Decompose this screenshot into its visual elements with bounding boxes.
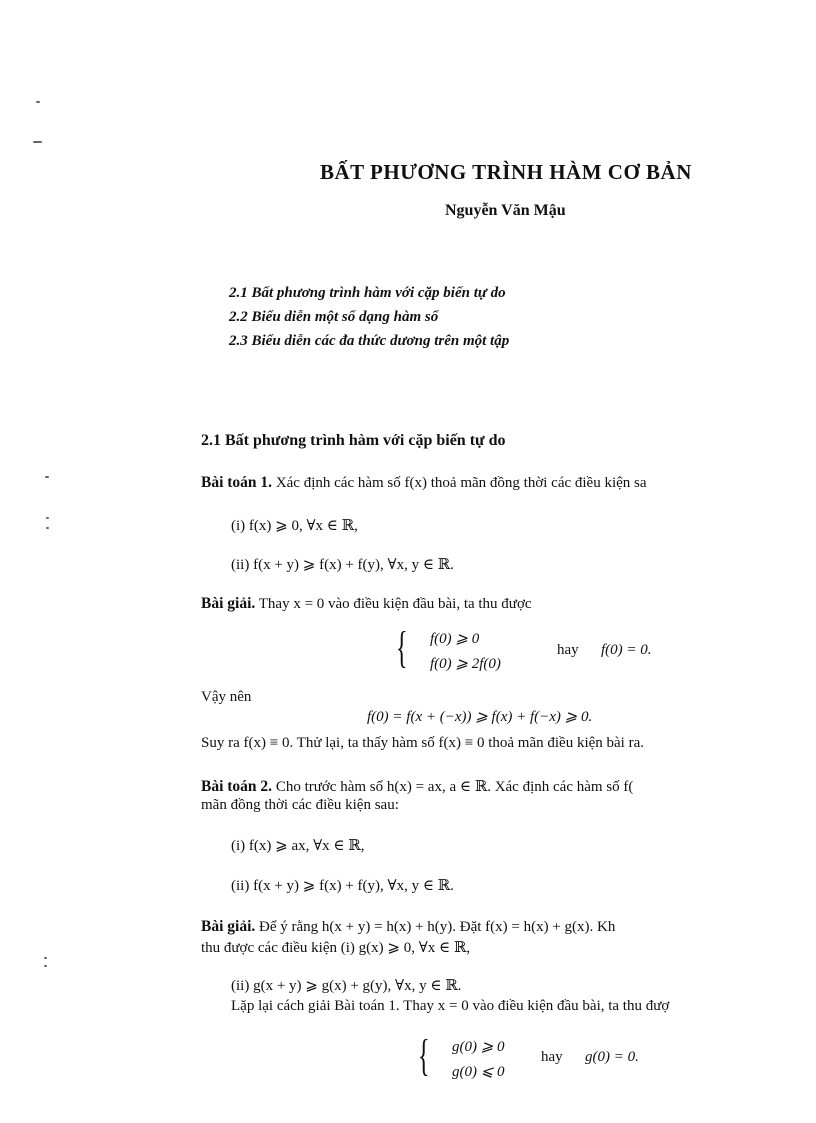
solution-1-label: Bài giải. [201,595,256,612]
scan-speck [44,957,47,959]
toc-item-2: 2.2 Biểu diễn một số dạng hàm số [229,309,439,325]
problem-2-text-line-2: mãn đồng thời các điều kiện sau: [201,797,399,813]
problem-2-label: Bài toán 2. [201,778,273,795]
system-2-hay: hay [541,1049,563,1065]
solution-1-intro [201,595,532,613]
scan-speck [46,527,49,529]
problem-1-label: Bài toán 1. [201,474,273,491]
author-name: Nguyễn Văn Mậu [445,202,566,219]
scan-speck [45,476,49,478]
problem-2-text: Cho trước hàm số h(x) = ax, a ∈ ℝ. Xác định các hàm số f( [272,779,634,795]
problem-2-statement [201,777,633,796]
system-brace-2: { [418,1031,430,1080]
solution-2-condition-2: (ii) g(x + y) ⩾ g(x) + g(y), ∀x, y ∈ ℝ. [231,978,462,994]
solution-1-conclusion: Suy ra f(x) ≡ 0. Thử lại, ta thấy hàm số f(x) ≡ 0 thoả mãn điều kiện bài ra. [201,735,644,751]
system-1-line-2: f(0) ⩾ 2f(0) [430,656,501,672]
page-title: BẤT PHƯƠNG TRÌNH HÀM CƠ BẢN [320,160,692,184]
scan-speck [33,141,42,143]
system-brace-1: { [396,623,408,672]
vay-nen: Vậy nên [201,689,252,705]
problem-1-statement [201,474,647,492]
toc-item-3: 2.3 Biểu diễn các đa thức dương trên một tập [229,333,510,349]
problem-1-text: Xác định các hàm số f(x) thoả mãn đồng thời các điều kiện sa [272,475,647,491]
system-1-result: f(0) = 0. [601,642,652,658]
problem-2-condition-1: (i) f(x) ⩾ ax, ∀x ∈ ℝ, [231,838,365,854]
problem-1-condition-1: (i) f(x) ⩾ 0, ∀x ∈ ℝ, [231,518,358,534]
solution-2-label: Bài giải. [201,918,256,935]
problem-1-condition-2: (ii) f(x + y) ⩾ f(x) + f(y), ∀x, y ∈ ℝ. [231,557,454,573]
solution-2-text-line-2: thu được các điều kiện (i) g(x) ⩾ 0, ∀x ∈ ℝ, [201,940,471,956]
section-heading: 2.1 Bất phương trình hàm với cặp biến tự do [201,432,506,449]
system-2-line-1: g(0) ⩾ 0 [452,1039,505,1055]
problem-2-condition-2: (ii) f(x + y) ⩾ f(x) + f(y), ∀x, y ∈ ℝ. [231,878,454,894]
scan-speck [44,965,47,967]
system-2-line-2: g(0) ⩽ 0 [452,1064,505,1080]
system-1-hay: hay [557,642,579,658]
system-1-line-1: f(0) ⩾ 0 [430,631,480,647]
scan-speck [46,517,49,519]
solution-1-text: Thay x = 0 vào điều kiện đầu bài, ta thu được [255,596,532,612]
solution-2-text: Để ý rằng h(x + y) = h(x) + h(y). Đặt f(x) = h(x) + g(x). Kh [255,919,616,935]
solution-2-repeat: Lặp lại cách giải Bài toán 1. Thay x = 0 vào điều kiện đầu bài, ta thu đượ [231,998,670,1014]
toc-item-1: 2.1 Bất phương trình hàm với cặp biến tự do [229,285,506,301]
system-2-result: g(0) = 0. [585,1049,639,1065]
solution-1-equation: f(0) = f(x + (−x)) ⩾ f(x) + f(−x) ⩾ 0. [367,709,593,725]
solution-2-intro [201,918,615,936]
scan-speck [36,101,40,103]
